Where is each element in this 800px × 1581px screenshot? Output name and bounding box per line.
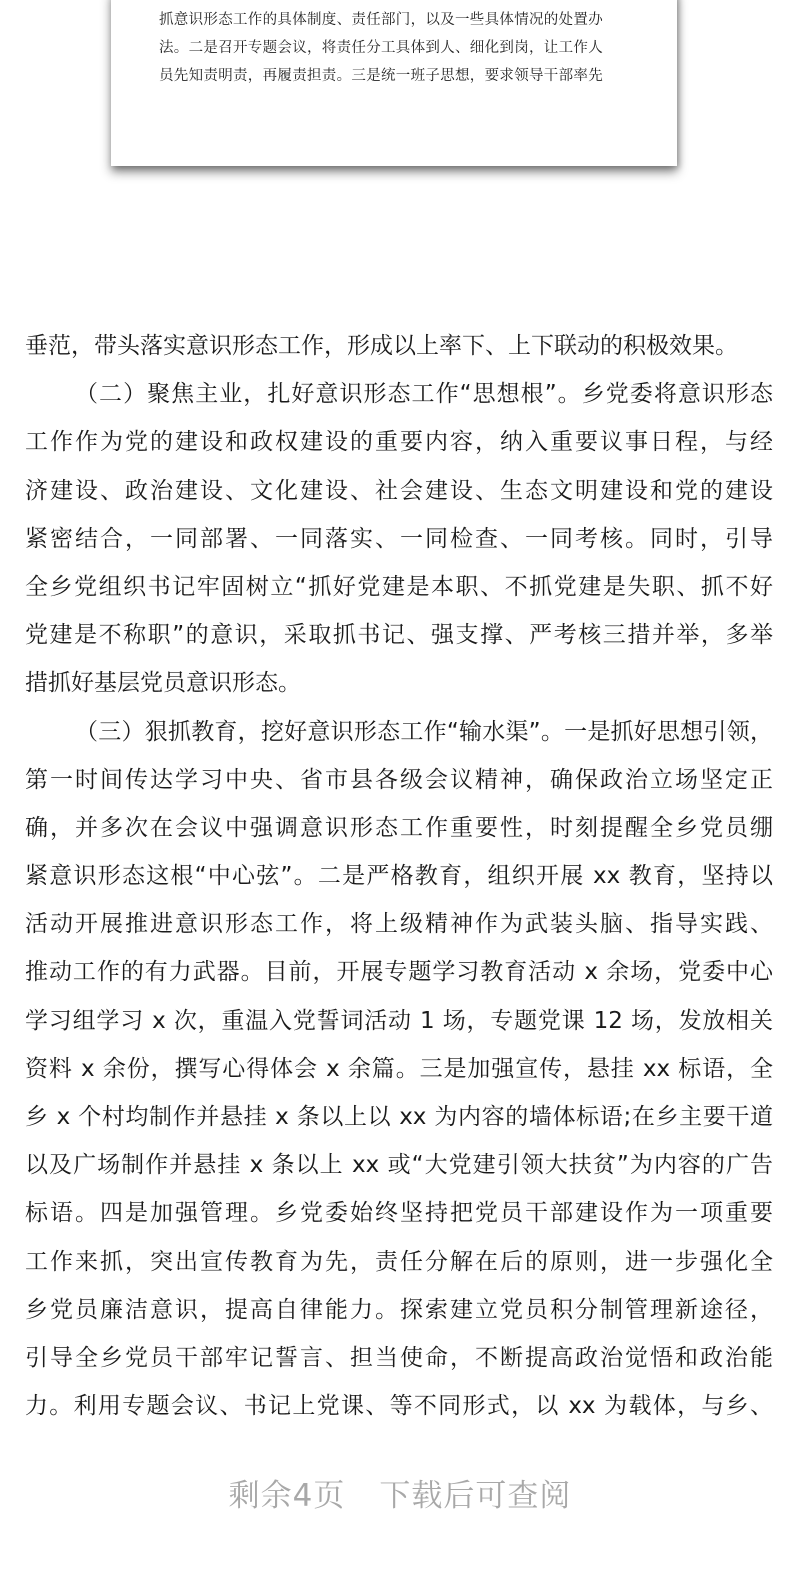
- card-text-line: 员先知责明责，再履责担责。三是统一班子思想，要求领导干部率先: [159, 68, 603, 84]
- body-text-line: （二）聚焦主业，扎好意识形态工作“思想根”。乡党委将意识形态: [75, 381, 773, 408]
- body-text-line: 工作作为党的建设和政权建设的重要内容，纳入重要议事日程，与经: [25, 429, 773, 456]
- download-to-view-label[interactable]: 下载后可查阅: [379, 1478, 572, 1514]
- download-prompt[interactable]: [0, 1470, 800, 1515]
- body-text-line: 学习组学习 x 次，重温入党誓词活动 1 场，专题党课 12 场，发放相关: [25, 1007, 773, 1034]
- body-text-line: 确，并多次在会议中强调意识形态工作重要性，时刻提醒全乡党员绷: [25, 814, 773, 841]
- remaining-pages-label: 剩余4页: [228, 1478, 346, 1514]
- body-text-line: 引导全乡党员干部牢记誓言、担当使命，不断提高政治觉悟和政治能: [25, 1344, 773, 1371]
- body-text-line: 推动工作的有力武器。目前，开展专题学习教育活动 x 余场，党委中心: [25, 959, 773, 986]
- body-text-line: 资料 x 余份，撰写心得体会 x 余篇。三是加强宣传，悬挂 xx 标语，全: [25, 1055, 773, 1082]
- body-text-line: 活动开展推进意识形态工作，将上级精神作为武装头脑、指导实践、: [25, 911, 773, 938]
- body-text-line: 措抓好基层党员意识形态。: [25, 670, 301, 697]
- body-text-line: 紧意识形态这根“中心弦”。二是严格教育，组织开展 xx 教育，坚持以: [25, 863, 773, 890]
- body-text-line: 工作来抓，突出宣传教育为先，责任分解在后的原则，进一步强化全: [25, 1248, 773, 1275]
- body-text-line: 乡 x 个村均制作并悬挂 x 条以上以 xx 为内容的墙体标语;在乡主要干道: [25, 1104, 773, 1130]
- body-text-line: 第一时间传达学习中央、省市县各级会议精神，确保政治立场坚定正: [25, 766, 773, 793]
- body-text-line: 乡党员廉洁意识，提高自律能力。探索建立党员积分制管理新途径，: [25, 1296, 773, 1323]
- body-text-line: 济建设、政治建设、文化建设、社会建设、生态文明建设和党的建设: [25, 477, 773, 504]
- card-text-line: 法。二是召开专题会议，将责任分工具体到人、细化到岗，让工作人: [159, 40, 603, 56]
- body-text-line: 党建是不称职”的意识，采取抓书记、强支撑、严考核三措并举，多举: [25, 622, 773, 649]
- body-text-line: 紧密结合，一同部署、一同落实、一同检查、一同考核。同时，引导: [25, 525, 773, 552]
- body-text-line: 力。利用专题会议、书记上党课、等不同形式，以 xx 为载体，与乡、: [25, 1393, 773, 1420]
- body-text-line: 以及广场制作并悬挂 x 条以上 xx 或“大党建引领大扶贫”为内容的广告: [25, 1152, 773, 1179]
- document-body: [25, 326, 773, 1434]
- preview-page-card: [111, 0, 677, 166]
- body-text-line: 垂范，带头落实意识形态工作，形成以上率下、上下联动的积极效果。: [25, 333, 738, 359]
- body-text-line: （三）狠抓教育，挖好意识形态工作“输水渠”。一是抓好思想引领，: [75, 718, 773, 745]
- body-text-line: 标语。四是加强管理。乡党委始终坚持把党员干部建设作为一项重要: [25, 1200, 773, 1227]
- card-text-line: 抓意识形态工作的具体制度、责任部门，以及一些具体情况的处置办: [159, 12, 603, 28]
- body-text-line: 全乡党组织书记牢固树立“抓好党建是本职、不抓党建是失职、抓不好: [25, 573, 773, 600]
